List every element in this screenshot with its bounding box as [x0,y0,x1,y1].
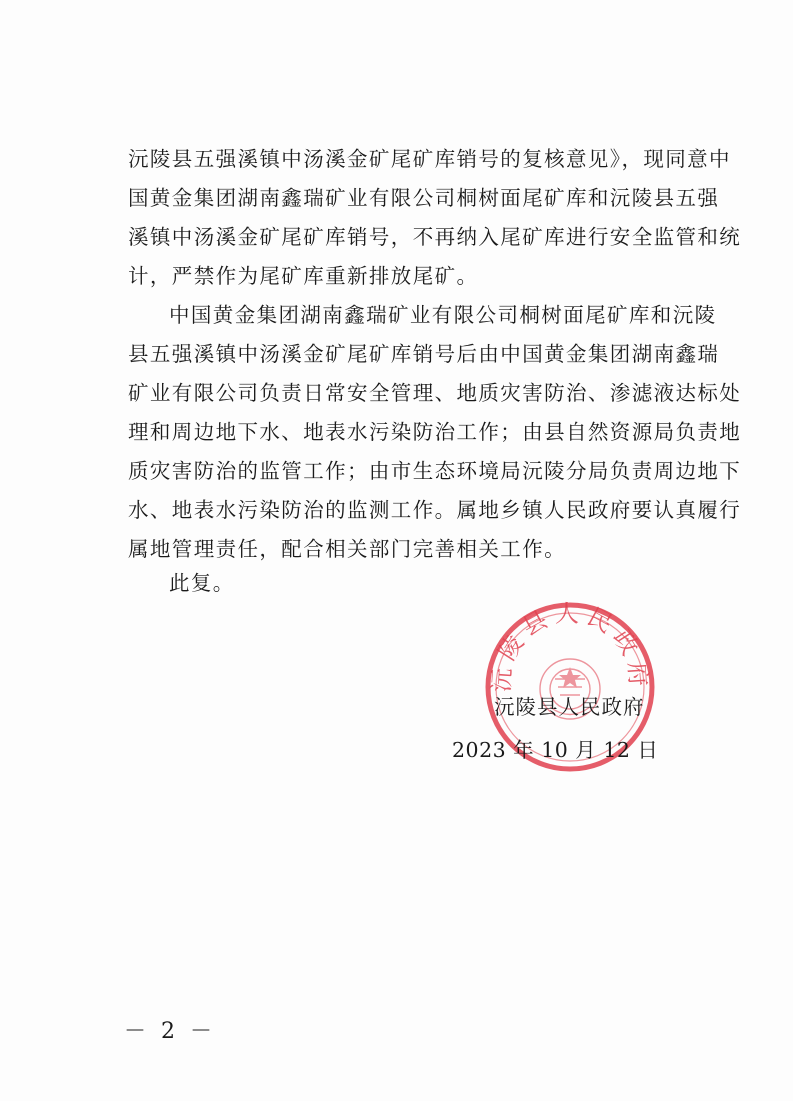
signer-name: 沅陵县人民政府 [494,695,645,719]
text-line: 质灾害防治的监管工作；由市生态环境局沅陵分局负责周边地下 [128,459,742,483]
text-line: 溪镇中汤溪金矿尾矿库销号，不再纳入尾矿库进行安全监管和统 [128,225,742,249]
text-line: 理和周边地下水、地表水污染防治工作；由县自然资源局负责地 [128,420,742,444]
paragraph-1 [128,140,742,296]
paragraph-2 [128,296,742,569]
document-date: 2023 年 10 月 12 日 [452,738,659,762]
svg-text:沅陵县人民政府: 沅陵县人民政府 [487,599,653,694]
text-line: 水、地表水污染防治的监测工作。属地乡镇人民政府要认真履行 [128,498,742,522]
text-line: 沅陵县五强溪镇中汤溪金矿尾矿库销号的复核意见》，现同意中 [128,147,731,171]
text-line: 中国黄金集团湖南鑫瑞矿业有限公司桐树面尾矿库和沅陵 [169,303,717,327]
text-line: 矿业有限公司负责日常安全管理、地质灾害防治、渗滤液达标处 [128,381,742,405]
text-line: 计，严禁作为尾矿库重新排放尾矿。 [128,264,479,288]
page-number: － 2 － [124,1019,216,1044]
text-line: 国黄金集团湖南鑫瑞矿业有限公司桐树面尾矿库和沅陵县五强 [128,186,720,210]
text-line: 县五强溪镇中汤溪金矿尾矿库销号后由中国黄金集团湖南鑫瑞 [128,342,720,366]
document-body [128,140,742,569]
closing-text: 此复。 [169,571,235,595]
text-line: 属地管理责任，配合相关部门完善相关工作。 [128,537,566,561]
